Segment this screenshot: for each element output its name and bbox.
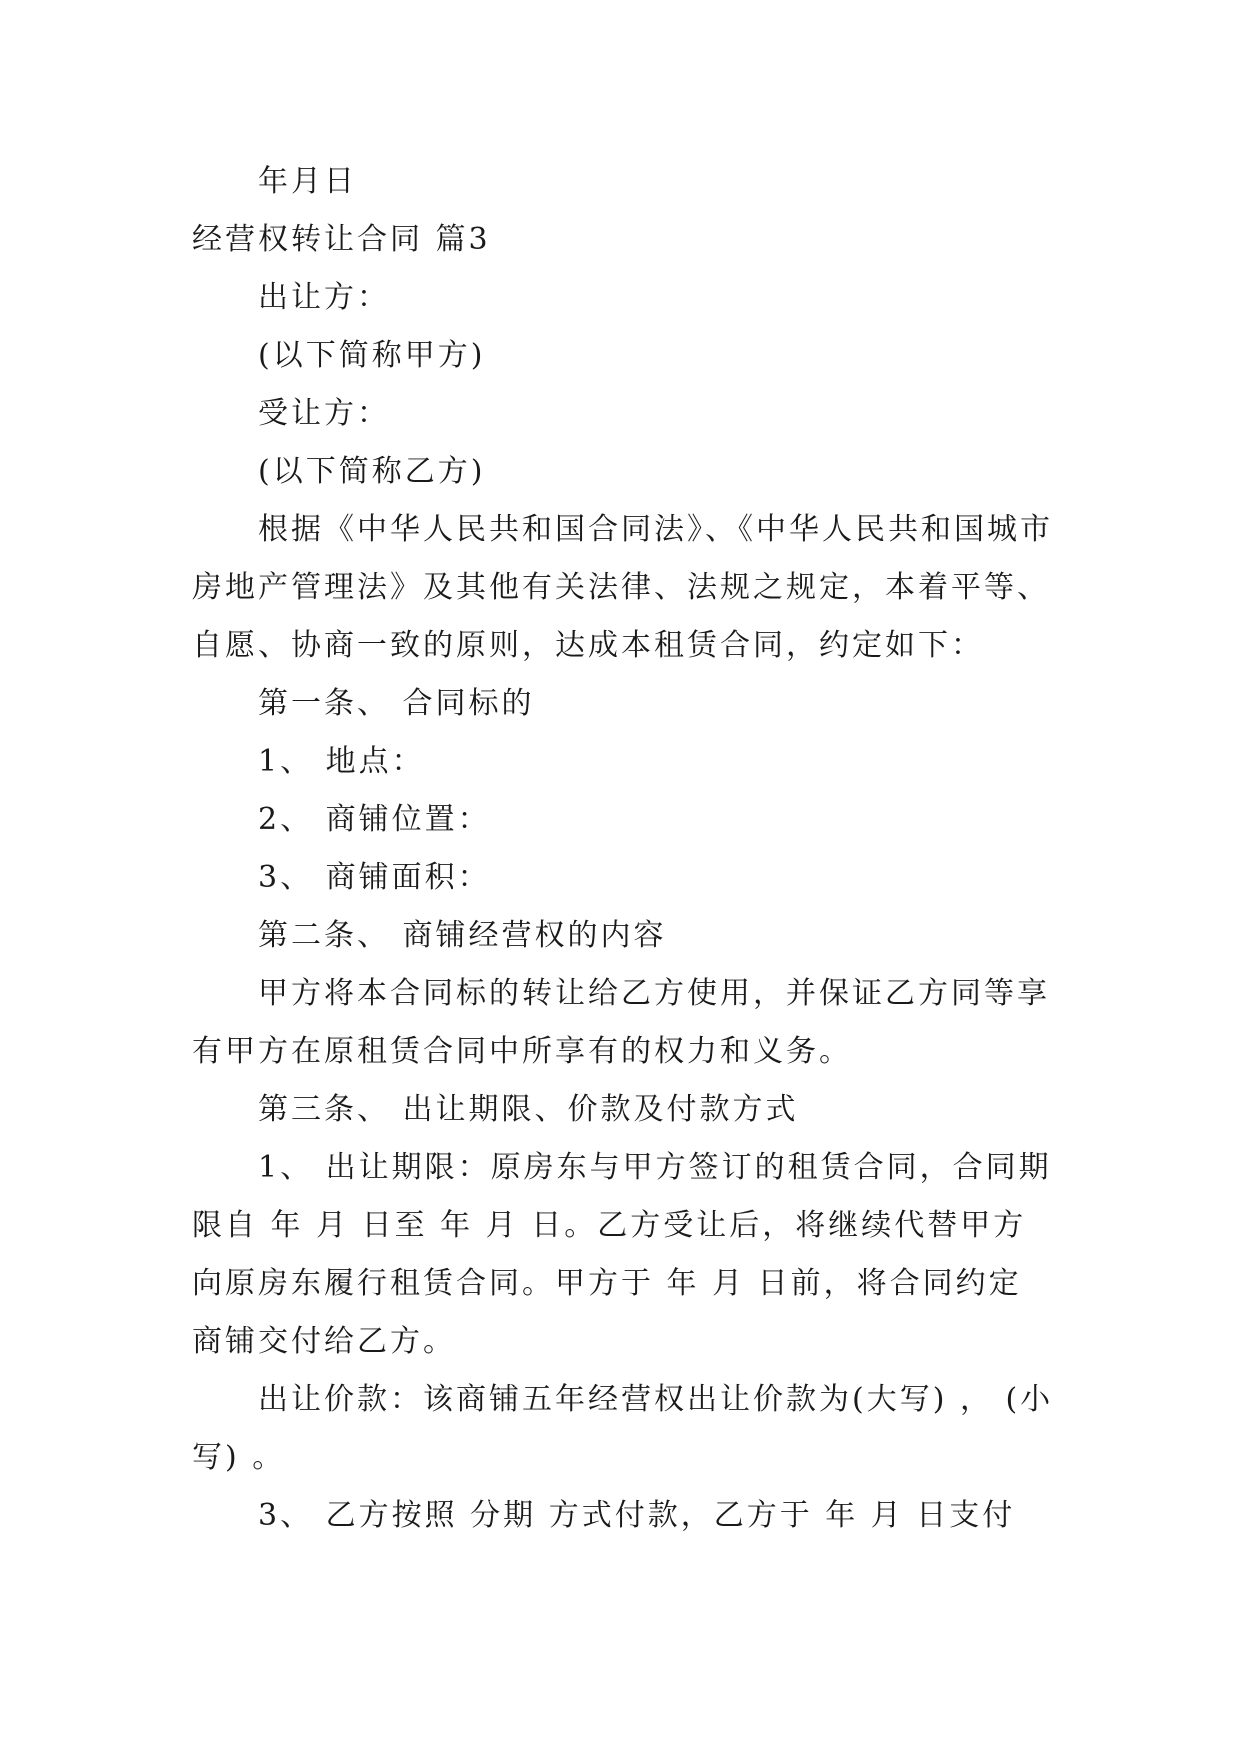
- paragraph-line: 根据《中华人民共和国合同法》、《中华人民共和国城市: [258, 512, 1053, 547]
- paragraph-line: 1、 出让期限：原房东与甲方签订的租赁合同，合同期: [258, 1150, 1052, 1185]
- paragraph-line: 甲方将本合同标的转让给乙方使用，并保证乙方同等享: [258, 976, 1050, 1011]
- article-heading: 第二条、 商铺经营权的内容: [258, 918, 667, 953]
- article-heading: 第三条、 出让期限、价款及付款方式: [258, 1092, 799, 1127]
- date-line: 年月日: [258, 164, 357, 199]
- article-heading: 第一条、 合同标的: [258, 686, 535, 721]
- paragraph-line: 商铺交付给乙方。: [192, 1324, 456, 1359]
- paragraph-line: 房地产管理法》及其他有关法律、法规之规定，本着平等、: [192, 570, 1050, 605]
- paragraph-line: 出让价款：该商铺五年经营权出让价款为(大写) ， (小: [258, 1382, 1054, 1417]
- transferor-label: 出让方：: [258, 280, 390, 315]
- paragraph-line: 写) 。: [192, 1440, 286, 1475]
- list-item: 1、 地点：: [258, 744, 425, 779]
- paragraph-line: 有甲方在原租赁合同中所享有的权力和义务。: [192, 1034, 852, 1069]
- section-title: 经营权转让合同 篇3: [192, 222, 491, 257]
- paragraph-line: 自愿、协商一致的原则，达成本租赁合同，约定如下：: [192, 628, 984, 663]
- list-item: 3、 商铺面积：: [258, 860, 491, 895]
- paragraph-line: 向原房东履行租赁合同。甲方于 年 月 日前，将合同约定: [192, 1266, 1022, 1301]
- list-item: 2、 商铺位置：: [258, 802, 491, 837]
- paragraph-line: 限自 年 月 日至 年 月 日。乙方受让后，将继续代替甲方: [192, 1208, 1027, 1243]
- paragraph-line: 3、 乙方按照 分期 方式付款，乙方于 年 月 日支付: [258, 1498, 1016, 1533]
- transferee-label: 受让方：: [258, 396, 390, 431]
- party-a-note: (以下简称甲方): [258, 338, 486, 373]
- party-b-note: (以下简称乙方): [258, 454, 486, 489]
